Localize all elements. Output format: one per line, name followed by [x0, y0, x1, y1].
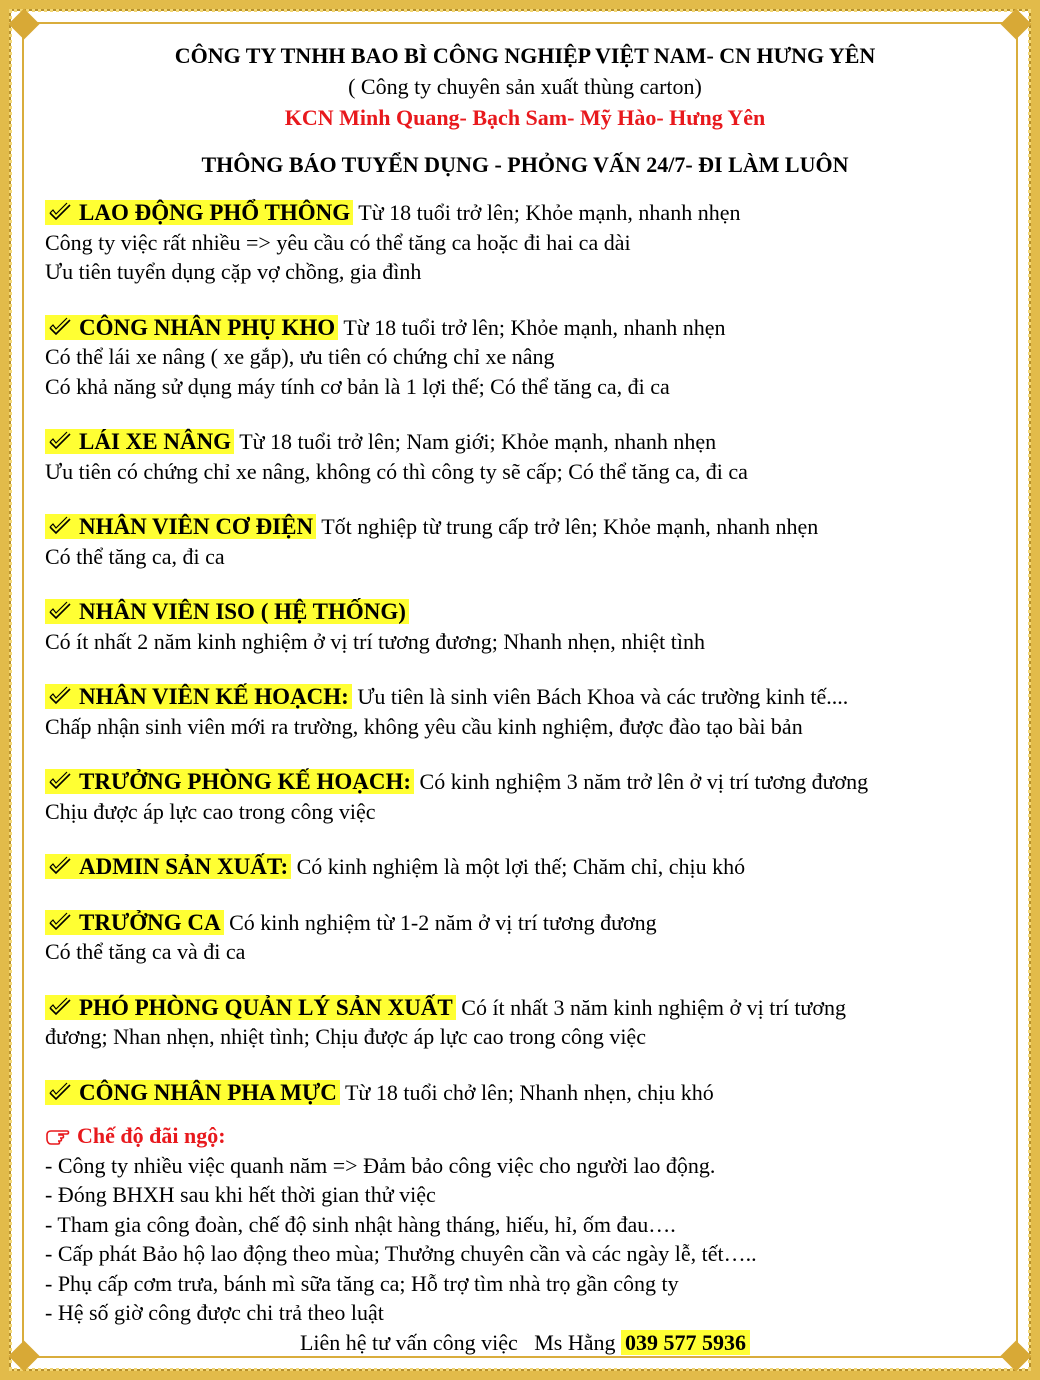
job-requirement: Từ 18 tuổi trở lên; Khỏe mạnh, nhanh nhẹn	[343, 314, 726, 340]
job-requirement: Có kinh nghiệm là một lợi thế; Chăm chỉ, chịu khó	[296, 854, 746, 879]
recruitment-notice: THÔNG BÁO TUYỂN DỤNG - PHỎNG VẤN 24/7- ĐI LÀM LUÔN	[201, 152, 849, 177]
job-title-text: PHÓ PHÒNG QUẢN LÝ SẢN XUẤT	[79, 994, 453, 1020]
job-title-line	[45, 908, 1005, 938]
job-title-text: CÔNG NHÂN PHỤ KHO	[79, 314, 336, 340]
check-icon	[47, 856, 73, 876]
check-icon	[47, 912, 73, 932]
job-detail-line: Chịu được áp lực cao trong công việc	[45, 798, 376, 824]
job-title-text: NHÂN VIÊN KẾ HOẠCH:	[79, 684, 349, 709]
job-requirement: Có kinh nghiệm 3 năm trở lên ở vị trí tương đương	[419, 769, 869, 794]
job-title	[45, 200, 353, 225]
job-detail-line: Có thể tăng ca, đi ca	[45, 543, 225, 569]
job-detail-line: Có ít nhất 2 năm kinh nghiệm ở vị trí tương đương; Nhanh nhẹn, nhiệt tình	[45, 628, 706, 654]
job-title-text: TRƯỞNG PHÒNG KẾ HOẠCH:	[79, 769, 412, 794]
benefit-item: - Đóng BHXH sau khi hết thời gian thử việc	[45, 1182, 436, 1207]
job-requirement: Từ 18 tuổi trở lên; Nam giới; Khỏe mạnh, nhanh nhẹn	[239, 429, 717, 454]
contact-phone: 039 577 5936	[621, 1330, 750, 1355]
job-item	[45, 313, 1005, 402]
check-icon	[47, 601, 73, 621]
job-item	[45, 908, 1005, 967]
job-title-text: CÔNG NHÂN PHA MỰC	[79, 1079, 337, 1105]
check-icon	[47, 771, 73, 791]
job-requirement: Từ 18 tuổi chở lên; Nhanh nhẹn, chịu khó	[344, 1079, 714, 1105]
benefit-item: - Hệ số giờ công được chi trả theo luật	[45, 1300, 384, 1325]
job-item	[45, 1078, 1005, 1108]
job-detail-line: Có khả năng sử dụng máy tính cơ bản là 1 lợi thế; Có thể tăng ca, đi ca	[45, 373, 670, 399]
job-item	[45, 852, 1005, 882]
job-title-line	[45, 852, 1005, 882]
job-title	[45, 429, 234, 454]
benefit-list	[45, 1151, 1005, 1328]
job-title-line	[45, 1078, 1005, 1108]
benefit-item: - Công ty nhiều việc quanh năm => Đảm bảo công việc cho người lao động.	[45, 1152, 716, 1178]
job-title-text: LÁI XE NÂNG	[79, 429, 232, 454]
check-icon	[47, 431, 73, 451]
contact-person: Ms Hằng	[534, 1329, 616, 1355]
job-requirement: Có kinh nghiệm từ 1-2 năm ở vị trí tương đương	[229, 909, 657, 935]
benefit-item: - Tham gia công đoàn, chế độ sinh nhật hàng tháng, hiếu, hỉ, ốm đau….	[45, 1211, 676, 1237]
benefits-section	[45, 1121, 1005, 1357]
job-title-text: NHÂN VIÊN CƠ ĐIỆN	[79, 514, 314, 539]
job-title-line	[45, 767, 1005, 797]
job-item	[45, 597, 1005, 656]
job-detail-line: đương; Nhan nhẹn, nhiệt tình; Chịu được áp lực cao trong công việc	[45, 1024, 646, 1049]
job-detail-line: Công ty việc rất nhiều => yêu cầu có thể tăng ca hoặc đi hai ca dài	[45, 229, 631, 255]
job-title	[45, 769, 414, 794]
job-detail-line: Ưu tiên tuyển dụng cặp vợ chồng, gia đình	[45, 259, 422, 284]
benefits-heading	[45, 1121, 1005, 1151]
job-title	[45, 599, 409, 624]
job-title-line	[45, 198, 1005, 228]
job-requirement: Tốt nghiệp từ trung cấp trở lên; Khỏe mạnh, nhanh nhẹn	[321, 514, 819, 539]
job-title-line	[45, 512, 1005, 542]
check-icon	[47, 202, 73, 222]
company-name: CÔNG TY TNHH BAO BÌ CÔNG NGHIỆP VIỆT NAM- CN HƯNG YÊN	[174, 43, 876, 68]
contact-label: Liên hệ tư vấn công việc	[299, 1329, 518, 1355]
check-icon	[47, 516, 73, 536]
poster-content	[45, 40, 1005, 1357]
job-list	[45, 198, 1005, 1107]
job-title-line	[45, 313, 1005, 343]
check-icon	[47, 1082, 73, 1102]
job-requirement: Ưu tiên là sinh viên Bách Khoa và các trường kinh tế....	[357, 684, 849, 709]
job-title-line	[45, 993, 1005, 1023]
job-detail-line: Chấp nhận sinh viên mới ra trường, không yêu cầu kinh nghiệm, được đào tạo bài bản	[45, 713, 803, 739]
job-title	[45, 854, 291, 879]
check-icon	[47, 997, 73, 1017]
job-item	[45, 198, 1005, 287]
job-detail-line: Ưu tiên có chứng chỉ xe nâng, không có thì công ty sẽ cấp; Có thể tăng ca, đi ca	[45, 458, 748, 484]
company-subtitle: ( Công ty chuyên sản xuất thùng carton)	[348, 74, 702, 99]
job-item	[45, 682, 1005, 741]
job-detail-line: Có thể tăng ca và đi ca	[45, 939, 246, 964]
job-title-line	[45, 427, 1005, 457]
job-title-text: LAO ĐỘNG PHỔ THÔNG	[79, 200, 351, 225]
check-icon	[47, 317, 73, 337]
job-title	[45, 995, 456, 1020]
job-item	[45, 767, 1005, 826]
benefit-item: - Phụ cấp cơm trưa, bánh mì sữa tăng ca; Hỗ trợ tìm nhà trọ gần công ty	[45, 1270, 679, 1296]
benefit-item: - Cấp phát Bảo hộ lao động theo mùa; Thưởng chuyên cần và các ngày lễ, tết…..	[45, 1241, 757, 1266]
job-title	[45, 315, 338, 340]
job-title-line	[45, 682, 1005, 712]
job-title	[45, 1080, 340, 1105]
check-icon	[47, 686, 73, 706]
job-item	[45, 993, 1005, 1052]
job-requirement: Từ 18 tuổi trở lên; Khỏe mạnh, nhanh nhẹn	[358, 200, 741, 225]
job-title-text: ADMIN SẢN XUẤT:	[79, 854, 289, 879]
benefits-title-text: Chế độ đãi ngộ:	[77, 1123, 226, 1148]
job-title-text: TRƯỞNG CA	[79, 909, 221, 935]
job-title	[45, 514, 316, 539]
job-title-text: NHÂN VIÊN ISO ( HỆ THỐNG)	[79, 599, 406, 624]
job-item	[45, 512, 1005, 571]
job-title	[45, 684, 352, 709]
job-item	[45, 427, 1005, 486]
contact-line	[45, 1328, 1005, 1358]
job-title	[45, 910, 224, 935]
company-address: KCN Minh Quang- Bạch Sam- Mỹ Hào- Hưng Yên	[284, 105, 766, 130]
job-requirement: Có ít nhất 3 năm kinh nghiệm ở vị trí tương	[461, 994, 846, 1020]
pointing-hand-icon	[45, 1126, 73, 1146]
job-detail-line: Có thể lái xe nâng ( xe gắp), ưu tiên có chứng chỉ xe nâng	[45, 344, 555, 369]
job-title-line	[45, 597, 1005, 627]
